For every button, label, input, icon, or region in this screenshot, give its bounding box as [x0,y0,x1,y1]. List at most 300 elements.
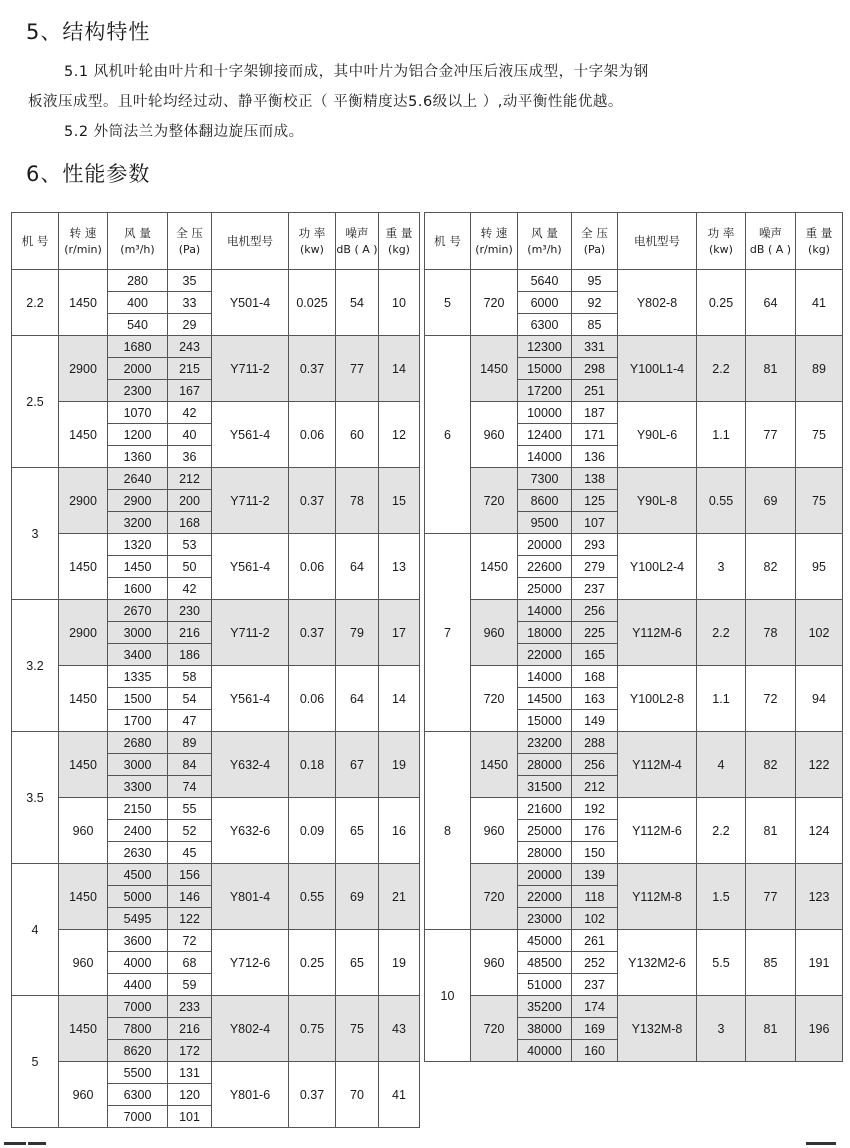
pressure-cell: 215 [168,358,212,380]
airflow-cell: 540 [108,314,168,336]
motor-model-cell: Y112M-8 [618,864,697,930]
pressure-cell: 237 [572,974,618,996]
pressure-cell: 233 [168,996,212,1018]
power-cell: 5.5 [697,930,746,996]
pressure-cell: 163 [572,688,618,710]
speed-cell: 1450 [59,666,108,732]
pressure-cell: 35 [168,270,212,292]
power-cell: 2.2 [697,798,746,864]
speed-cell: 2900 [59,468,108,534]
pressure-cell: 251 [572,380,618,402]
airflow-cell: 7000 [108,1106,168,1128]
airflow-cell: 21600 [518,798,572,820]
power-cell: 0.37 [289,1062,336,1128]
pressure-cell: 279 [572,556,618,578]
column-header [379,213,420,270]
airflow-cell: 28000 [518,754,572,776]
pressure-cell: 54 [168,688,212,710]
table-row [425,996,843,1018]
pressure-cell: 42 [168,402,212,424]
noise-cell: 65 [336,930,379,996]
table-row [12,666,420,688]
column-header [12,213,59,270]
pressure-cell: 212 [572,776,618,798]
airflow-cell: 400 [108,292,168,314]
noise-cell: 81 [746,996,796,1062]
pressure-cell: 85 [572,314,618,336]
pressure-cell: 36 [168,446,212,468]
pressure-cell: 107 [572,512,618,534]
table-row [425,270,843,292]
pressure-cell: 118 [572,886,618,908]
airflow-cell: 6300 [108,1084,168,1106]
noise-cell: 82 [746,534,796,600]
fan-number-cell: 2.2 [12,270,59,336]
pressure-cell: 237 [572,578,618,600]
rule-dash [4,1142,26,1145]
noise-cell: 69 [336,864,379,930]
noise-cell: 85 [746,930,796,996]
column-header [572,213,618,270]
fan-number-cell: 4 [12,864,59,996]
airflow-cell: 3200 [108,512,168,534]
airflow-cell: 5495 [108,908,168,930]
pressure-cell: 47 [168,710,212,732]
airflow-cell: 5640 [518,270,572,292]
rule-dash [28,1142,46,1145]
noise-cell: 75 [336,996,379,1062]
speed-cell: 960 [471,798,518,864]
speed-cell: 1450 [59,402,108,468]
airflow-cell: 51000 [518,974,572,996]
motor-model-cell: Y112M-6 [618,798,697,864]
speed-cell: 1450 [59,732,108,798]
airflow-cell: 23200 [518,732,572,754]
airflow-cell: 48500 [518,952,572,974]
power-cell: 0.25 [697,270,746,336]
column-header [697,213,746,270]
noise-cell: 70 [336,1062,379,1128]
table-row [425,534,843,556]
noise-cell: 72 [746,666,796,732]
fan-number-cell: 2.5 [12,336,59,468]
column-header [336,213,379,270]
power-cell: 1.5 [697,864,746,930]
fan-number-cell: 8 [425,732,471,930]
motor-model-cell: Y100L1-4 [618,336,697,402]
speed-cell: 1450 [59,864,108,930]
airflow-cell: 2630 [108,842,168,864]
airflow-cell: 22000 [518,644,572,666]
airflow-cell: 1360 [108,446,168,468]
motor-model-cell: Y501-4 [212,270,289,336]
table-row [12,336,420,358]
pressure-cell: 139 [572,864,618,886]
airflow-cell: 31500 [518,776,572,798]
airflow-cell: 1200 [108,424,168,446]
weight-cell: 89 [796,336,843,402]
pressure-cell: 84 [168,754,212,776]
power-cell: 0.09 [289,798,336,864]
noise-cell: 81 [746,798,796,864]
pressure-cell: 102 [572,908,618,930]
pressure-cell: 171 [572,424,618,446]
header-flow_unit: (m³/h) [120,242,155,256]
pressure-cell: 288 [572,732,618,754]
header-pressure_unit: (Pa) [178,242,201,256]
speed-cell: 960 [59,798,108,864]
motor-model-cell: Y801-6 [212,1062,289,1128]
noise-cell: 77 [336,336,379,402]
weight-cell: 15 [379,468,420,534]
airflow-cell: 7000 [108,996,168,1018]
speed-cell: 960 [59,930,108,996]
weight-cell: 21 [379,864,420,930]
speed-cell: 1450 [59,534,108,600]
noise-cell: 78 [746,600,796,666]
pressure-cell: 200 [168,490,212,512]
airflow-cell: 4400 [108,974,168,996]
weight-cell: 12 [379,402,420,468]
airflow-cell: 15000 [518,710,572,732]
header-flow: 风 量 [124,225,151,240]
pressure-cell: 122 [168,908,212,930]
airflow-cell: 6300 [518,314,572,336]
pressure-cell: 252 [572,952,618,974]
speed-cell: 2900 [59,600,108,666]
airflow-cell: 3400 [108,644,168,666]
table-row [12,468,420,490]
weight-cell: 75 [796,468,843,534]
airflow-cell: 28000 [518,842,572,864]
motor-model-cell: Y132M-8 [618,996,697,1062]
table-row [12,600,420,622]
pressure-cell: 165 [572,644,618,666]
motor-model-cell: Y632-4 [212,732,289,798]
pressure-cell: 176 [572,820,618,842]
pressure-cell: 212 [168,468,212,490]
header-pressure: 全 压 [176,225,203,240]
weight-cell: 75 [796,402,843,468]
header-noise: 噪声 [345,225,369,240]
header-noise_unit: dB ( A ) [336,242,378,256]
weight-cell: 19 [379,732,420,798]
motor-model-cell: Y132M2-6 [618,930,697,996]
pressure-cell: 243 [168,336,212,358]
weight-cell: 124 [796,798,843,864]
pressure-cell: 230 [168,600,212,622]
airflow-cell: 5000 [108,886,168,908]
header-flow_unit: (m³/h) [527,242,562,256]
weight-cell: 43 [379,996,420,1062]
fan-number-cell: 3 [12,468,59,600]
fan-number-cell: 6 [425,336,471,534]
pressure-cell: 192 [572,798,618,820]
speed-cell: 960 [59,1062,108,1128]
power-cell: 0.37 [289,468,336,534]
airflow-cell: 12400 [518,424,572,446]
pressure-cell: 55 [168,798,212,820]
pressure-cell: 256 [572,754,618,776]
speed-cell: 720 [471,666,518,732]
table-row [12,930,420,952]
pressure-cell: 225 [572,622,618,644]
noise-cell: 79 [336,600,379,666]
pressure-cell: 172 [168,1040,212,1062]
pressure-cell: 40 [168,424,212,446]
weight-cell: 95 [796,534,843,600]
pressure-cell: 72 [168,930,212,952]
header-noise: 噪声 [759,225,782,240]
pressure-cell: 53 [168,534,212,556]
column-header [168,213,212,270]
weight-cell: 17 [379,600,420,666]
table-row [12,534,420,556]
noise-cell: 67 [336,732,379,798]
airflow-cell: 2680 [108,732,168,754]
noise-cell: 64 [746,270,796,336]
noise-cell: 65 [336,798,379,864]
power-cell: 0.06 [289,666,336,732]
weight-cell: 14 [379,666,420,732]
power-cell: 3 [697,534,746,600]
speed-cell: 1450 [59,996,108,1062]
speed-cell: 720 [471,864,518,930]
pressure-cell: 92 [572,292,618,314]
airflow-cell: 8620 [108,1040,168,1062]
power-cell: 0.25 [289,930,336,996]
motor-model-cell: Y802-4 [212,996,289,1062]
pressure-cell: 42 [168,578,212,600]
motor-model-cell: Y712-6 [212,930,289,996]
airflow-cell: 8600 [518,490,572,512]
noise-cell: 78 [336,468,379,534]
speed-cell: 720 [471,468,518,534]
airflow-cell: 10000 [518,402,572,424]
airflow-cell: 1680 [108,336,168,358]
power-cell: 0.37 [289,600,336,666]
airflow-cell: 9500 [518,512,572,534]
table-row [425,468,843,490]
fan-number-cell: 7 [425,534,471,732]
performance-table-right [424,212,843,1062]
motor-model-cell: Y711-2 [212,468,289,534]
paragraph-5-2: 5.2 外筒法兰为整体翻边旋压而成。 [64,124,304,140]
table-row [12,402,420,424]
airflow-cell: 280 [108,270,168,292]
power-cell: 0.55 [289,864,336,930]
power-cell: 0.025 [289,270,336,336]
airflow-cell: 18000 [518,622,572,644]
table-row [425,930,843,952]
airflow-cell: 17200 [518,380,572,402]
pressure-cell: 169 [572,1018,618,1040]
pressure-cell: 331 [572,336,618,358]
airflow-cell: 2640 [108,468,168,490]
pressure-cell: 89 [168,732,212,754]
airflow-cell: 2000 [108,358,168,380]
airflow-cell: 22600 [518,556,572,578]
airflow-cell: 23000 [518,908,572,930]
weight-cell: 19 [379,930,420,996]
airflow-cell: 2400 [108,820,168,842]
power-cell: 1.1 [697,402,746,468]
table-row [425,402,843,424]
table-row [12,996,420,1018]
pressure-cell: 33 [168,292,212,314]
noise-cell: 60 [336,402,379,468]
noise-cell: 64 [336,666,379,732]
header-power_unit: (kw) [300,242,324,256]
header-noise_unit: dB ( A ) [749,242,792,256]
pressure-cell: 52 [168,820,212,842]
motor-model-cell: Y112M-4 [618,732,697,798]
header-power_unit: (kw) [709,242,733,256]
section6-title: 6、性能参数 [26,162,151,186]
weight-cell: 14 [379,336,420,402]
weight-cell: 16 [379,798,420,864]
airflow-cell: 12300 [518,336,572,358]
table-row [425,600,843,622]
header-motor: 电机型号 [634,234,680,248]
airflow-cell: 14000 [518,446,572,468]
motor-model-cell: Y100L2-8 [618,666,697,732]
pressure-cell: 138 [572,468,618,490]
pressure-cell: 174 [572,996,618,1018]
pressure-cell: 216 [168,622,212,644]
airflow-cell: 1450 [108,556,168,578]
speed-cell: 2900 [59,336,108,402]
airflow-cell: 14500 [518,688,572,710]
fan-number-cell: 10 [425,930,471,1062]
motor-model-cell: Y90L-8 [618,468,697,534]
header-weight_unit: (kg) [808,242,830,256]
airflow-cell: 6000 [518,292,572,314]
airflow-cell: 35200 [518,996,572,1018]
pressure-cell: 160 [572,1040,618,1062]
motor-model-cell: Y561-4 [212,534,289,600]
pressure-cell: 168 [572,666,618,688]
header-speed_unit: (r/min) [475,242,513,256]
pressure-cell: 256 [572,600,618,622]
motor-model-cell: Y711-2 [212,600,289,666]
pressure-cell: 187 [572,402,618,424]
weight-cell: 122 [796,732,843,798]
power-cell: 0.55 [697,468,746,534]
power-cell: 0.37 [289,336,336,402]
power-cell: 0.06 [289,534,336,600]
table-row [425,666,843,688]
airflow-cell: 25000 [518,578,572,600]
pressure-cell: 149 [572,710,618,732]
weight-cell: 41 [796,270,843,336]
pressure-cell: 293 [572,534,618,556]
airflow-cell: 5500 [108,1062,168,1084]
pressure-cell: 74 [168,776,212,798]
column-header [425,213,471,270]
pressure-cell: 120 [168,1084,212,1106]
header-jihao: 机 号 [434,234,461,248]
speed-cell: 960 [471,930,518,996]
weight-cell: 191 [796,930,843,996]
motor-model-cell: Y632-6 [212,798,289,864]
column-header [108,213,168,270]
motor-model-cell: Y711-2 [212,336,289,402]
airflow-cell: 15000 [518,358,572,380]
fan-number-cell: 5 [425,270,471,336]
speed-cell: 960 [471,600,518,666]
pressure-cell: 58 [168,666,212,688]
noise-cell: 69 [746,468,796,534]
airflow-cell: 20000 [518,534,572,556]
airflow-cell: 1700 [108,710,168,732]
header-pressure_unit: (Pa) [583,242,606,256]
airflow-cell: 20000 [518,864,572,886]
speed-cell: 720 [471,996,518,1062]
airflow-cell: 2300 [108,380,168,402]
airflow-cell: 2900 [108,490,168,512]
fan-number-cell: 3.2 [12,600,59,732]
noise-cell: 64 [336,534,379,600]
table-header-row [425,213,843,270]
speed-cell: 960 [471,402,518,468]
weight-cell: 10 [379,270,420,336]
rule-dash [806,1142,836,1145]
header-weight: 重 量 [805,225,833,240]
header-jihao: 机 号 [21,234,49,248]
pressure-cell: 156 [168,864,212,886]
motor-model-cell: Y100L2-4 [618,534,697,600]
airflow-cell: 1320 [108,534,168,556]
speed-cell: 720 [471,270,518,336]
header-speed: 转 速 [480,225,508,240]
power-cell: 2.2 [697,336,746,402]
header-motor: 电机型号 [227,234,273,248]
power-cell: 4 [697,732,746,798]
column-header [746,213,796,270]
airflow-cell: 4000 [108,952,168,974]
motor-model-cell: Y802-8 [618,270,697,336]
airflow-cell: 3600 [108,930,168,952]
motor-model-cell: Y90L-6 [618,402,697,468]
pressure-cell: 168 [168,512,212,534]
weight-cell: 102 [796,600,843,666]
pressure-cell: 50 [168,556,212,578]
airflow-cell: 45000 [518,930,572,952]
motor-model-cell: Y112M-6 [618,600,697,666]
pressure-cell: 167 [168,380,212,402]
airflow-cell: 14000 [518,600,572,622]
paragraph-5-1-line2: 板液压成型。且叶轮均经过动、静平衡校正（ 平衡精度达5.6级以上 ）,动平衡性能优越。 [28,94,623,110]
speed-cell: 1450 [471,732,518,798]
pressure-cell: 131 [168,1062,212,1084]
pressure-cell: 186 [168,644,212,666]
performance-table-left [11,212,420,1128]
pressure-cell: 125 [572,490,618,512]
noise-cell: 82 [746,732,796,798]
table-row [12,732,420,754]
table-row [12,270,420,292]
header-pressure: 全 压 [581,225,608,240]
airflow-cell: 7800 [108,1018,168,1040]
power-cell: 0.18 [289,732,336,798]
pressure-cell: 261 [572,930,618,952]
noise-cell: 77 [746,402,796,468]
noise-cell: 81 [746,336,796,402]
table-header-row [12,213,420,270]
airflow-cell: 22000 [518,886,572,908]
header-weight: 重 量 [385,225,413,240]
